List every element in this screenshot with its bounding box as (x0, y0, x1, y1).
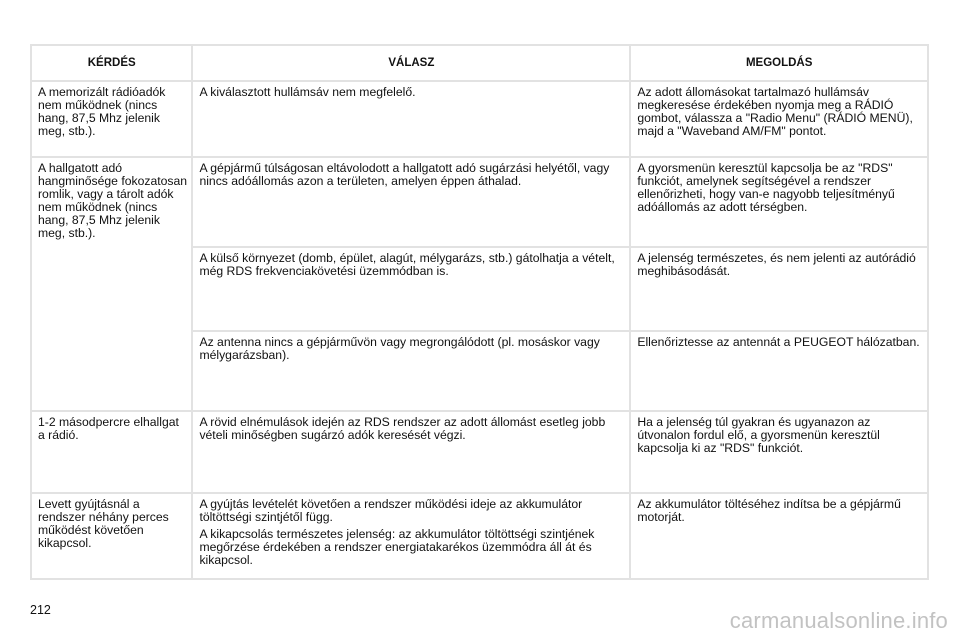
question-cell: A memorizált rádióadók nem működnek (nincs hang, 87,5 Mhz jelenik meg, stb.). (31, 81, 192, 157)
table-row (31, 493, 928, 579)
question-cell: 1-2 másodpercre elhallgat a rádió. (31, 411, 192, 493)
solution-cell: Ha a jelenség túl gyakran és ugyanazon az útvonalon fordul elő, a gyorsmenün keresztül kapcsolja ki az "RDS" funkciót. (630, 411, 928, 493)
solution-cell: Az akkumulátor töltéséhez indítsa be a gépjármű motorját. (630, 493, 928, 579)
table-header-row (31, 45, 928, 81)
answer-text: A gyújtás levételét követően a rendszer működési ideje az akkumulátor töltöttségi szintjétől függ. (199, 497, 583, 524)
answer-text: A külső környezet (domb, épület, alagút, mélygarázs, stb.) gátolhatja a vételt, még RDS frekvenciakövetési üzemmódban is. (199, 251, 615, 278)
answer-cell (192, 157, 630, 247)
answer-text: A kiválasztott hullámsáv nem megfelelő. (199, 85, 416, 99)
question-cell: Levett gyújtásnál a rendszer néhány perces működést követően kikapcsol. (31, 493, 192, 579)
answer-cell (192, 411, 630, 493)
answer-cell (192, 331, 630, 411)
table-row (31, 411, 928, 493)
table-row (31, 157, 928, 247)
solution-cell: A jelenség természetes, és nem jelenti az autórádió meghibásodását. (630, 247, 928, 331)
answer-cell (192, 493, 630, 579)
solution-cell: Ellenőriztesse az antennát a PEUGEOT hálózatban. (630, 331, 928, 411)
header-solution: MEGOLDÁS (630, 45, 928, 81)
watermark: carmanualsonline.info (729, 608, 948, 633)
solution-cell: A gyorsmenün keresztül kapcsolja be az "RDS" funkciót, amelynek segítségével a rendszer ellenőrizheti, hogy van-e nagyobb teljesítményű adóállomás az adott térségben. (630, 157, 928, 247)
solution-cell: Az adott állomásokat tartalmazó hullámsáv megkeresése érdekében nyomja meg a RÁDIÓ gombot, válassza a "Radio Menu" (RÁDIÓ MENÜ), majd a "Waveband AM/FM" pontot. (630, 81, 928, 157)
page-number: 212 (30, 603, 51, 617)
answer-cell (192, 81, 630, 157)
troubleshooting-table (30, 44, 929, 580)
answer-text: A kikapcsolás természetes jelenség: az akkumulátor töltöttségi szintjének megőrzése érdekében a rendszer energiatakarékos üzemmódra áll át és kikapcsol. (199, 527, 595, 567)
header-question: KÉRDÉS (31, 45, 192, 81)
answer-text: A gépjármű túlságosan eltávolodott a hallgatott adó sugárzási helyétől, vagy nincs adóállomás azon a területen, amelyen éppen áthalad. (199, 161, 610, 188)
question-cell: A hallgatott adó hangminősége fokozatosan romlik, vagy a tárolt adók nem működnek (nincs hang, 87,5 Mhz jelenik meg, stb.). (31, 157, 192, 411)
answer-text: A rövid elnémulások idején az RDS rendszer az adott állomást esetleg jobb vételi minőségben sugárzó adók keresését végzi. (199, 415, 606, 442)
table-row (31, 81, 928, 157)
answer-text: Az antenna nincs a gépjárművön vagy megrongálódott (pl. mosáskor vagy mélygarázsban). (199, 335, 600, 362)
header-answer: VÁLASZ (192, 45, 630, 81)
answer-cell (192, 247, 630, 331)
